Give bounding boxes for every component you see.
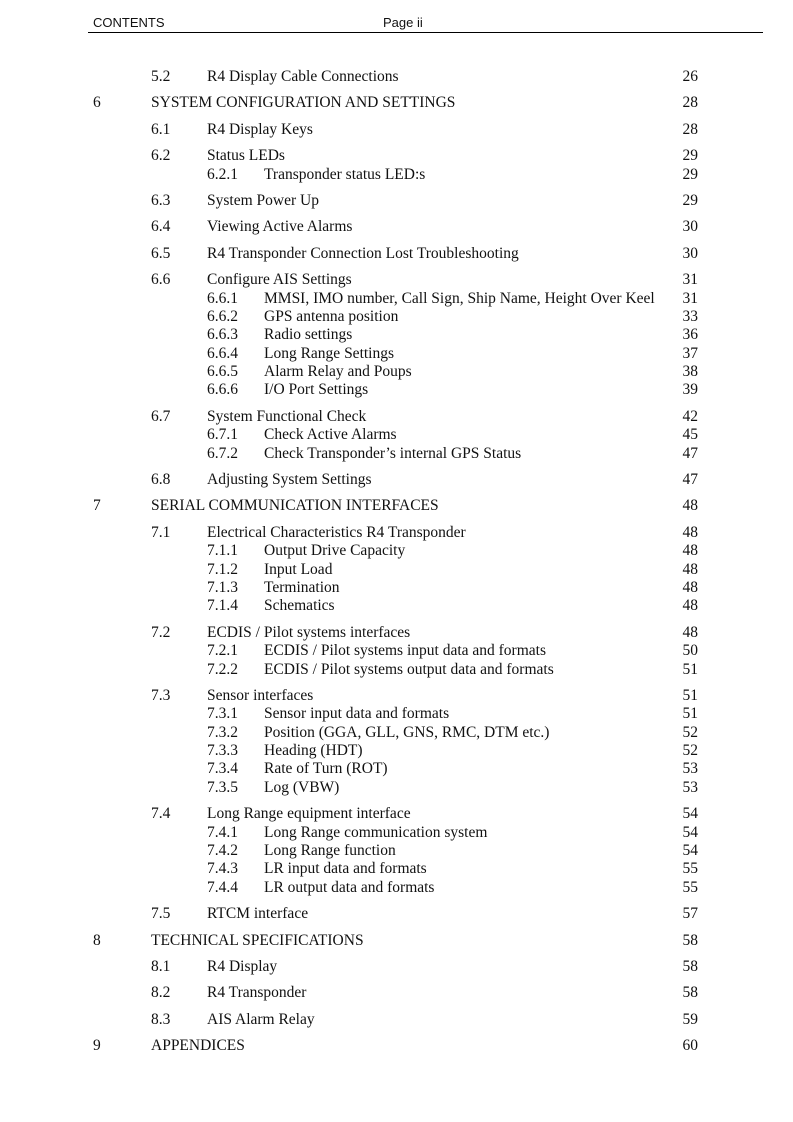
toc-entry[interactable] xyxy=(0,641,793,660)
toc-entry-page: 47 xyxy=(682,471,698,488)
toc-entry[interactable] xyxy=(0,165,793,184)
header-page-label: Page ii xyxy=(383,15,423,30)
toc-entry-title: R4 Display Cable Connections xyxy=(207,68,399,85)
toc-entry-number: 8.1 xyxy=(151,958,171,975)
toc-entry-title: AIS Alarm Relay xyxy=(207,1011,315,1028)
toc-entry[interactable] xyxy=(0,778,793,797)
toc-entry-page: 48 xyxy=(682,597,698,614)
toc-entry-number: 7.4.4 xyxy=(207,879,238,896)
toc-entry-title: Long Range communication system xyxy=(264,824,488,841)
toc-entry-title: Viewing Active Alarms xyxy=(207,218,353,235)
toc-entry-title: Status LEDs xyxy=(207,147,285,164)
toc-entry[interactable] xyxy=(0,344,793,363)
toc-entry-page: 36 xyxy=(682,326,698,343)
toc-entry-page: 54 xyxy=(682,824,698,841)
toc-entry[interactable] xyxy=(0,983,793,1002)
toc-entry-title: Long Range Settings xyxy=(264,345,395,362)
toc-entry-number: 7.2.1 xyxy=(207,642,238,659)
toc-entry-number: 6.3 xyxy=(151,192,171,209)
toc-entry[interactable] xyxy=(0,660,793,679)
toc-entry[interactable] xyxy=(0,957,793,976)
toc-entry-page: 48 xyxy=(682,624,698,641)
toc-entry-number: 6.6.1 xyxy=(207,290,238,307)
toc-entry-title: Long Range equipment interface xyxy=(207,805,411,822)
toc-entry-page: 53 xyxy=(682,760,698,777)
toc-entry-number: 6.6 xyxy=(151,271,171,288)
toc-entry[interactable] xyxy=(0,596,793,615)
toc-entry-title: Sensor input data and formats xyxy=(264,705,450,722)
toc-entry-page: 58 xyxy=(682,958,698,975)
toc-entry-number: 7.1 xyxy=(151,524,171,541)
toc-entry-number: 7.5 xyxy=(151,905,171,922)
toc-entry[interactable] xyxy=(0,1036,793,1055)
toc-entry-number: 9 xyxy=(93,1037,101,1054)
toc-entry-page: 48 xyxy=(682,561,698,578)
toc-entry-page: 51 xyxy=(682,661,698,678)
toc-entry-number: 7.4.3 xyxy=(207,860,238,877)
toc-entry-page: 55 xyxy=(682,860,698,877)
toc-entry-title: Rate of Turn (ROT) xyxy=(264,760,388,777)
toc-entry-page: 39 xyxy=(682,381,698,398)
toc-entry[interactable] xyxy=(0,723,793,742)
toc-entry-title: SERIAL COMMUNICATION INTERFACES xyxy=(151,497,439,514)
toc-entry-page: 53 xyxy=(682,779,698,796)
toc-entry-page: 59 xyxy=(682,1011,698,1028)
toc-entry-number: 7.1.4 xyxy=(207,597,238,614)
toc-entry-number: 7.1.3 xyxy=(207,579,238,596)
toc-entry-title: GPS antenna position xyxy=(264,308,399,325)
toc-entry-number: 7.3.3 xyxy=(207,742,238,759)
toc-entry-page: 31 xyxy=(682,290,698,307)
toc-entry-title: Input Load xyxy=(264,561,333,578)
toc-entry-page: 51 xyxy=(682,687,698,704)
toc-entry-title: Log (VBW) xyxy=(264,779,340,796)
toc-entry-number: 7.3 xyxy=(151,687,171,704)
toc-entry[interactable] xyxy=(0,244,793,263)
toc-entry[interactable] xyxy=(0,823,793,842)
toc-entry-page: 50 xyxy=(682,642,698,659)
toc-entry[interactable] xyxy=(0,93,793,112)
toc-entry-title: Check Transponder’s internal GPS Status xyxy=(264,445,522,462)
toc-entry[interactable] xyxy=(0,217,793,236)
toc-entry-number: 8.2 xyxy=(151,984,171,1001)
toc-entry[interactable] xyxy=(0,307,793,326)
toc-entry[interactable] xyxy=(0,362,793,381)
toc-entry[interactable] xyxy=(0,67,793,86)
toc-entry-number: 7.4.2 xyxy=(207,842,238,859)
toc-entry-number: 7.2.2 xyxy=(207,661,238,678)
toc-entry[interactable] xyxy=(0,904,793,923)
toc-entry-number: 8 xyxy=(93,932,101,949)
toc-entry-title: Electrical Characteristics R4 Transponder xyxy=(207,524,466,541)
toc-entry-page: 60 xyxy=(682,1037,698,1054)
toc-entry-number: 7.1.2 xyxy=(207,561,238,578)
toc-entry[interactable] xyxy=(0,325,793,344)
toc-entry-page: 48 xyxy=(682,579,698,596)
toc-entry-page: 29 xyxy=(682,192,698,209)
toc-entry-page: 38 xyxy=(682,363,698,380)
toc-entry-page: 51 xyxy=(682,705,698,722)
toc-entry-page: 29 xyxy=(682,147,698,164)
toc-entry-title: ECDIS / Pilot systems input data and formats xyxy=(264,642,546,659)
toc-entry-page: 47 xyxy=(682,445,698,462)
toc-entry[interactable] xyxy=(0,120,793,139)
toc-entry-title: System Power Up xyxy=(207,192,319,209)
toc-entry-title: Termination xyxy=(264,579,340,596)
toc-entry-page: 30 xyxy=(682,218,698,235)
toc-entry-title: R4 Transponder xyxy=(207,984,307,1001)
toc-entry-page: 54 xyxy=(682,842,698,859)
toc-entry[interactable] xyxy=(0,878,793,897)
toc-entry-page: 48 xyxy=(682,542,698,559)
toc-entry-title: Position (GGA, GLL, GNS, RMC, DTM etc.) xyxy=(264,724,550,741)
toc-entry-title: Transponder status LED:s xyxy=(264,166,426,183)
toc-entry-number: 5.2 xyxy=(151,68,171,85)
toc-entry-number: 6.7 xyxy=(151,408,171,425)
toc-entry[interactable] xyxy=(0,470,793,489)
toc-entry-title: System Functional Check xyxy=(207,408,367,425)
header-section-label: CONTENTS xyxy=(93,15,165,30)
toc-entry-page: 58 xyxy=(682,984,698,1001)
toc-entry-number: 7.3.5 xyxy=(207,779,238,796)
toc-entry-title: ECDIS / Pilot systems output data and formats xyxy=(264,661,554,678)
toc-entry[interactable] xyxy=(0,380,793,399)
toc-entry[interactable] xyxy=(0,496,793,515)
toc-entry-number: 7.3.2 xyxy=(207,724,238,741)
toc-entry[interactable] xyxy=(0,578,793,597)
toc-entry-page: 57 xyxy=(682,905,698,922)
toc-entry-number: 7.3.1 xyxy=(207,705,238,722)
toc-entry[interactable] xyxy=(0,146,793,165)
toc-entry-title: R4 Display Keys xyxy=(207,121,313,138)
toc-entry[interactable] xyxy=(0,859,793,878)
toc-entry-title: Heading (HDT) xyxy=(264,742,363,759)
toc-entry-number: 7.4.1 xyxy=(207,824,238,841)
toc-entry-page: 54 xyxy=(682,805,698,822)
toc-entry-number: 6.6.4 xyxy=(207,345,238,362)
toc-entry-number: 7 xyxy=(93,497,101,514)
toc-entry-number: 7.1.1 xyxy=(207,542,238,559)
toc-entry-title: APPENDICES xyxy=(151,1037,245,1054)
toc-entry-title: I/O Port Settings xyxy=(264,381,369,398)
toc-entry[interactable] xyxy=(0,704,793,723)
toc-entry-page: 31 xyxy=(682,271,698,288)
toc-entry[interactable] xyxy=(0,541,793,560)
toc-entry-page: 45 xyxy=(682,426,698,443)
toc-entry-number: 6.2 xyxy=(151,147,171,164)
toc-entry-page: 52 xyxy=(682,742,698,759)
toc-entry-title: Schematics xyxy=(264,597,335,614)
toc-entry-title: RTCM interface xyxy=(207,905,309,922)
toc-entry[interactable] xyxy=(0,686,793,705)
toc-entry-title: ECDIS / Pilot systems interfaces xyxy=(207,624,411,641)
toc-entry[interactable] xyxy=(0,623,793,642)
toc-entry-page: 48 xyxy=(682,497,698,514)
toc-entry[interactable] xyxy=(0,741,793,760)
toc-entry[interactable] xyxy=(0,191,793,210)
toc-entry-title: Sensor interfaces xyxy=(207,687,314,704)
toc-entry-title: Long Range function xyxy=(264,842,396,859)
toc-entry[interactable] xyxy=(0,560,793,579)
toc-entry-number: 6.4 xyxy=(151,218,171,235)
toc-entry[interactable] xyxy=(0,444,793,463)
toc-entry-number: 6.5 xyxy=(151,245,171,262)
toc-entry[interactable] xyxy=(0,270,793,289)
toc-entry-number: 6.8 xyxy=(151,471,171,488)
toc-entry-number: 6.6.5 xyxy=(207,363,238,380)
toc-entry[interactable] xyxy=(0,1010,793,1029)
toc-entry-number: 7.4 xyxy=(151,805,171,822)
toc-entry-number: 7.2 xyxy=(151,624,171,641)
toc-entry-number: 6.6.3 xyxy=(207,326,238,343)
toc-entry[interactable] xyxy=(0,289,793,308)
toc-entry-number: 6.2.1 xyxy=(207,166,238,183)
toc-entry-title: Check Active Alarms xyxy=(264,426,397,443)
toc-entry-page: 28 xyxy=(682,121,698,138)
toc-entry[interactable] xyxy=(0,407,793,426)
toc-entry-page: 48 xyxy=(682,524,698,541)
toc-entry[interactable] xyxy=(0,425,793,444)
toc-entry-page: 30 xyxy=(682,245,698,262)
toc-entry-page: 52 xyxy=(682,724,698,741)
toc-entry-number: 6 xyxy=(93,94,101,111)
toc-entry-number: 6.6.2 xyxy=(207,308,238,325)
toc-entry[interactable] xyxy=(0,841,793,860)
toc-entry-page: 55 xyxy=(682,879,698,896)
toc-entry-number: 6.6.6 xyxy=(207,381,238,398)
toc-entry-title: Radio settings xyxy=(264,326,353,343)
toc-entry-page: 33 xyxy=(682,308,698,325)
toc-entry-number: 6.1 xyxy=(151,121,171,138)
toc-entry-page: 58 xyxy=(682,932,698,949)
toc-entry[interactable] xyxy=(0,804,793,823)
toc-entry-title: Adjusting System Settings xyxy=(207,471,372,488)
toc-entry-page: 28 xyxy=(682,94,698,111)
toc-entry-title: TECHNICAL SPECIFICATIONS xyxy=(151,932,364,949)
toc-entry-page: 29 xyxy=(682,166,698,183)
toc-entry-title: Output Drive Capacity xyxy=(264,542,406,559)
toc-entry-number: 7.3.4 xyxy=(207,760,238,777)
toc-entry-title: SYSTEM CONFIGURATION AND SETTINGS xyxy=(151,94,456,111)
toc-entry-page: 26 xyxy=(682,68,698,85)
toc-entry-page: 42 xyxy=(682,408,698,425)
toc-entry-title: R4 Transponder Connection Lost Troubleshooting xyxy=(207,245,519,262)
toc-entry-title: R4 Display xyxy=(207,958,278,975)
toc-entry-title: Alarm Relay and Poups xyxy=(264,363,412,380)
toc-entry-title: LR input data and formats xyxy=(264,860,427,877)
toc-entry-page: 37 xyxy=(682,345,698,362)
toc-entry-title: MMSI, IMO number, Call Sign, Ship Name, Height Over Keel xyxy=(264,290,655,307)
toc-entry[interactable] xyxy=(0,759,793,778)
toc-entry[interactable] xyxy=(0,523,793,542)
toc-entry-number: 6.7.2 xyxy=(207,445,238,462)
toc-entry-title: Configure AIS Settings xyxy=(207,271,352,288)
toc-entry-title: LR output data and formats xyxy=(264,879,435,896)
toc-entry-number: 6.7.1 xyxy=(207,426,238,443)
toc-entry[interactable] xyxy=(0,931,793,950)
toc-entry-number: 8.3 xyxy=(151,1011,171,1028)
